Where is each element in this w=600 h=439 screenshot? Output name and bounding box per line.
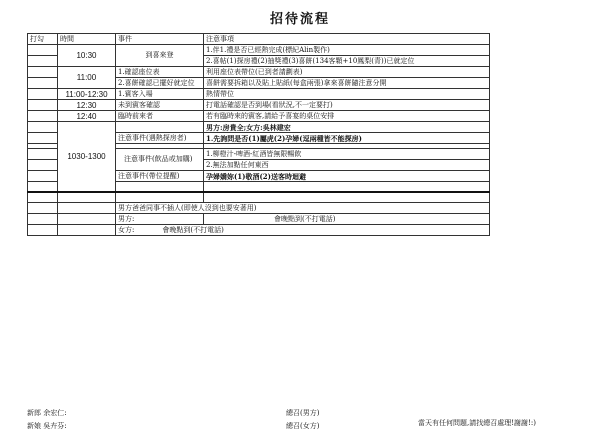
contact-groom: 總召(男方)	[286, 409, 320, 417]
checkbox-cell[interactable]	[28, 171, 58, 182]
bride-label: 新娘 吳卉芬:	[27, 422, 67, 430]
note-cell: 1.伴1.禮是否已經熱完成(標紀Alin製作)	[204, 45, 490, 56]
checkbox-cell[interactable]	[28, 192, 58, 203]
time-cell: 11:00	[58, 67, 116, 89]
checkbox-cell[interactable]	[28, 160, 58, 171]
checkbox-cell[interactable]	[28, 203, 58, 214]
note-cell: 熱情帶位	[204, 89, 490, 100]
note-cell: 利用座位表帶位(已到者請劃表)	[204, 67, 490, 78]
checkbox-cell[interactable]	[28, 133, 58, 144]
time-cell: 1030-1300	[58, 122, 116, 193]
time-cell: 12:40	[58, 111, 116, 122]
table-row	[28, 203, 490, 214]
footer-note: 當天有任何問題,請找總召處理!謝謝!:)	[418, 419, 536, 427]
item-cell: 臨時前來者	[116, 111, 204, 122]
header-notes: 注意事項	[204, 34, 490, 45]
contact-bride: 總召(女方)	[286, 422, 320, 430]
item-cell: 注意事件(飲品或加購)	[116, 149, 204, 171]
checkbox-cell[interactable]	[28, 122, 58, 133]
header-item: 事件	[116, 34, 204, 45]
note-cell: 1.先詢問是否(1)屬虎(2)孕婦(逗兩種皆不能探房)	[204, 133, 490, 144]
note-text: 會晚點到(不打電話)	[162, 225, 224, 234]
time-cell: 11:00-12:30	[58, 89, 116, 100]
checkbox-cell[interactable]	[28, 45, 58, 56]
item-cell: 到喜來登	[116, 45, 204, 67]
time-cell: 12:30	[58, 100, 116, 111]
table-row	[28, 111, 490, 122]
checkbox-cell[interactable]	[28, 111, 58, 122]
note-cell	[116, 225, 490, 236]
header-time: 時間	[58, 34, 116, 45]
note-cell: 男方:房貴全;女方:吳林建宏	[204, 122, 490, 133]
item-cell: 注意事件(遇熱探房者)	[116, 133, 204, 144]
note-cell: 2.喜帖(1)探房禮(2)抽獎禮(3)喜餅(134客顆+10鳳梨(青))已就定位	[204, 56, 490, 67]
note-cell: 打電話確認是否到場(看狀況,不一定要打)	[204, 100, 490, 111]
table-row	[28, 100, 490, 111]
item-cell: 1.確認座位表	[116, 67, 204, 78]
time-cell: 10:30	[58, 45, 116, 67]
note-cell: 若有臨時來的賓客,請給予喜宴的桌位安排	[204, 111, 490, 122]
schedule-table	[27, 33, 490, 236]
table-row	[28, 225, 490, 236]
item-cell: 1.賓客入場	[116, 89, 204, 100]
note-cell: 孕婦嬌妳(1)敬酒(2)送客時迴避	[204, 171, 490, 182]
table-row	[28, 214, 490, 225]
note-cell: 男方爸爸同事不插人(即使人沒到也要安著用)	[116, 203, 490, 214]
table-row	[28, 89, 490, 100]
item-cell	[116, 122, 204, 133]
header-duty: 打勾	[28, 34, 58, 45]
label-cell: 女方:	[118, 225, 135, 234]
item-cell: 未到賓客確認	[116, 100, 204, 111]
checkbox-cell[interactable]	[28, 100, 58, 111]
label-cell: 男方:	[116, 214, 204, 225]
checkbox-cell[interactable]	[28, 78, 58, 89]
checkbox-cell[interactable]	[28, 56, 58, 67]
table-row	[28, 45, 490, 56]
page-title: 招待流程	[269, 12, 330, 27]
note-cell: 2.無法加點任何東西	[204, 160, 490, 171]
checkbox-cell[interactable]	[28, 214, 58, 225]
checkbox-cell[interactable]	[28, 149, 58, 160]
checkbox-cell[interactable]	[28, 182, 58, 193]
note-cell: 會晚點到(不打電話)	[204, 214, 490, 225]
item-cell: 注意事件(帶位提醒)	[116, 171, 204, 182]
item-cell: 2.喜餅確認已擺好就定位	[116, 78, 204, 89]
note-cell	[204, 182, 490, 193]
groom-label: 新郎 余宏仁:	[27, 409, 67, 417]
checkbox-cell[interactable]	[28, 67, 58, 78]
note-cell: 喜餅需要拆箱以及貼上貼紙(每盒兩張)拿來喜餅隨注意分開	[204, 78, 490, 89]
checkbox-cell[interactable]	[28, 89, 58, 100]
checkbox-cell[interactable]	[28, 225, 58, 236]
note-cell: 1.柳橙汁-啤酒-紅酒皆無限暢飲	[204, 149, 490, 160]
item-cell	[116, 182, 204, 193]
table-row	[28, 192, 490, 203]
header-row	[28, 34, 490, 45]
table-row	[28, 122, 490, 133]
table-row	[28, 67, 490, 78]
